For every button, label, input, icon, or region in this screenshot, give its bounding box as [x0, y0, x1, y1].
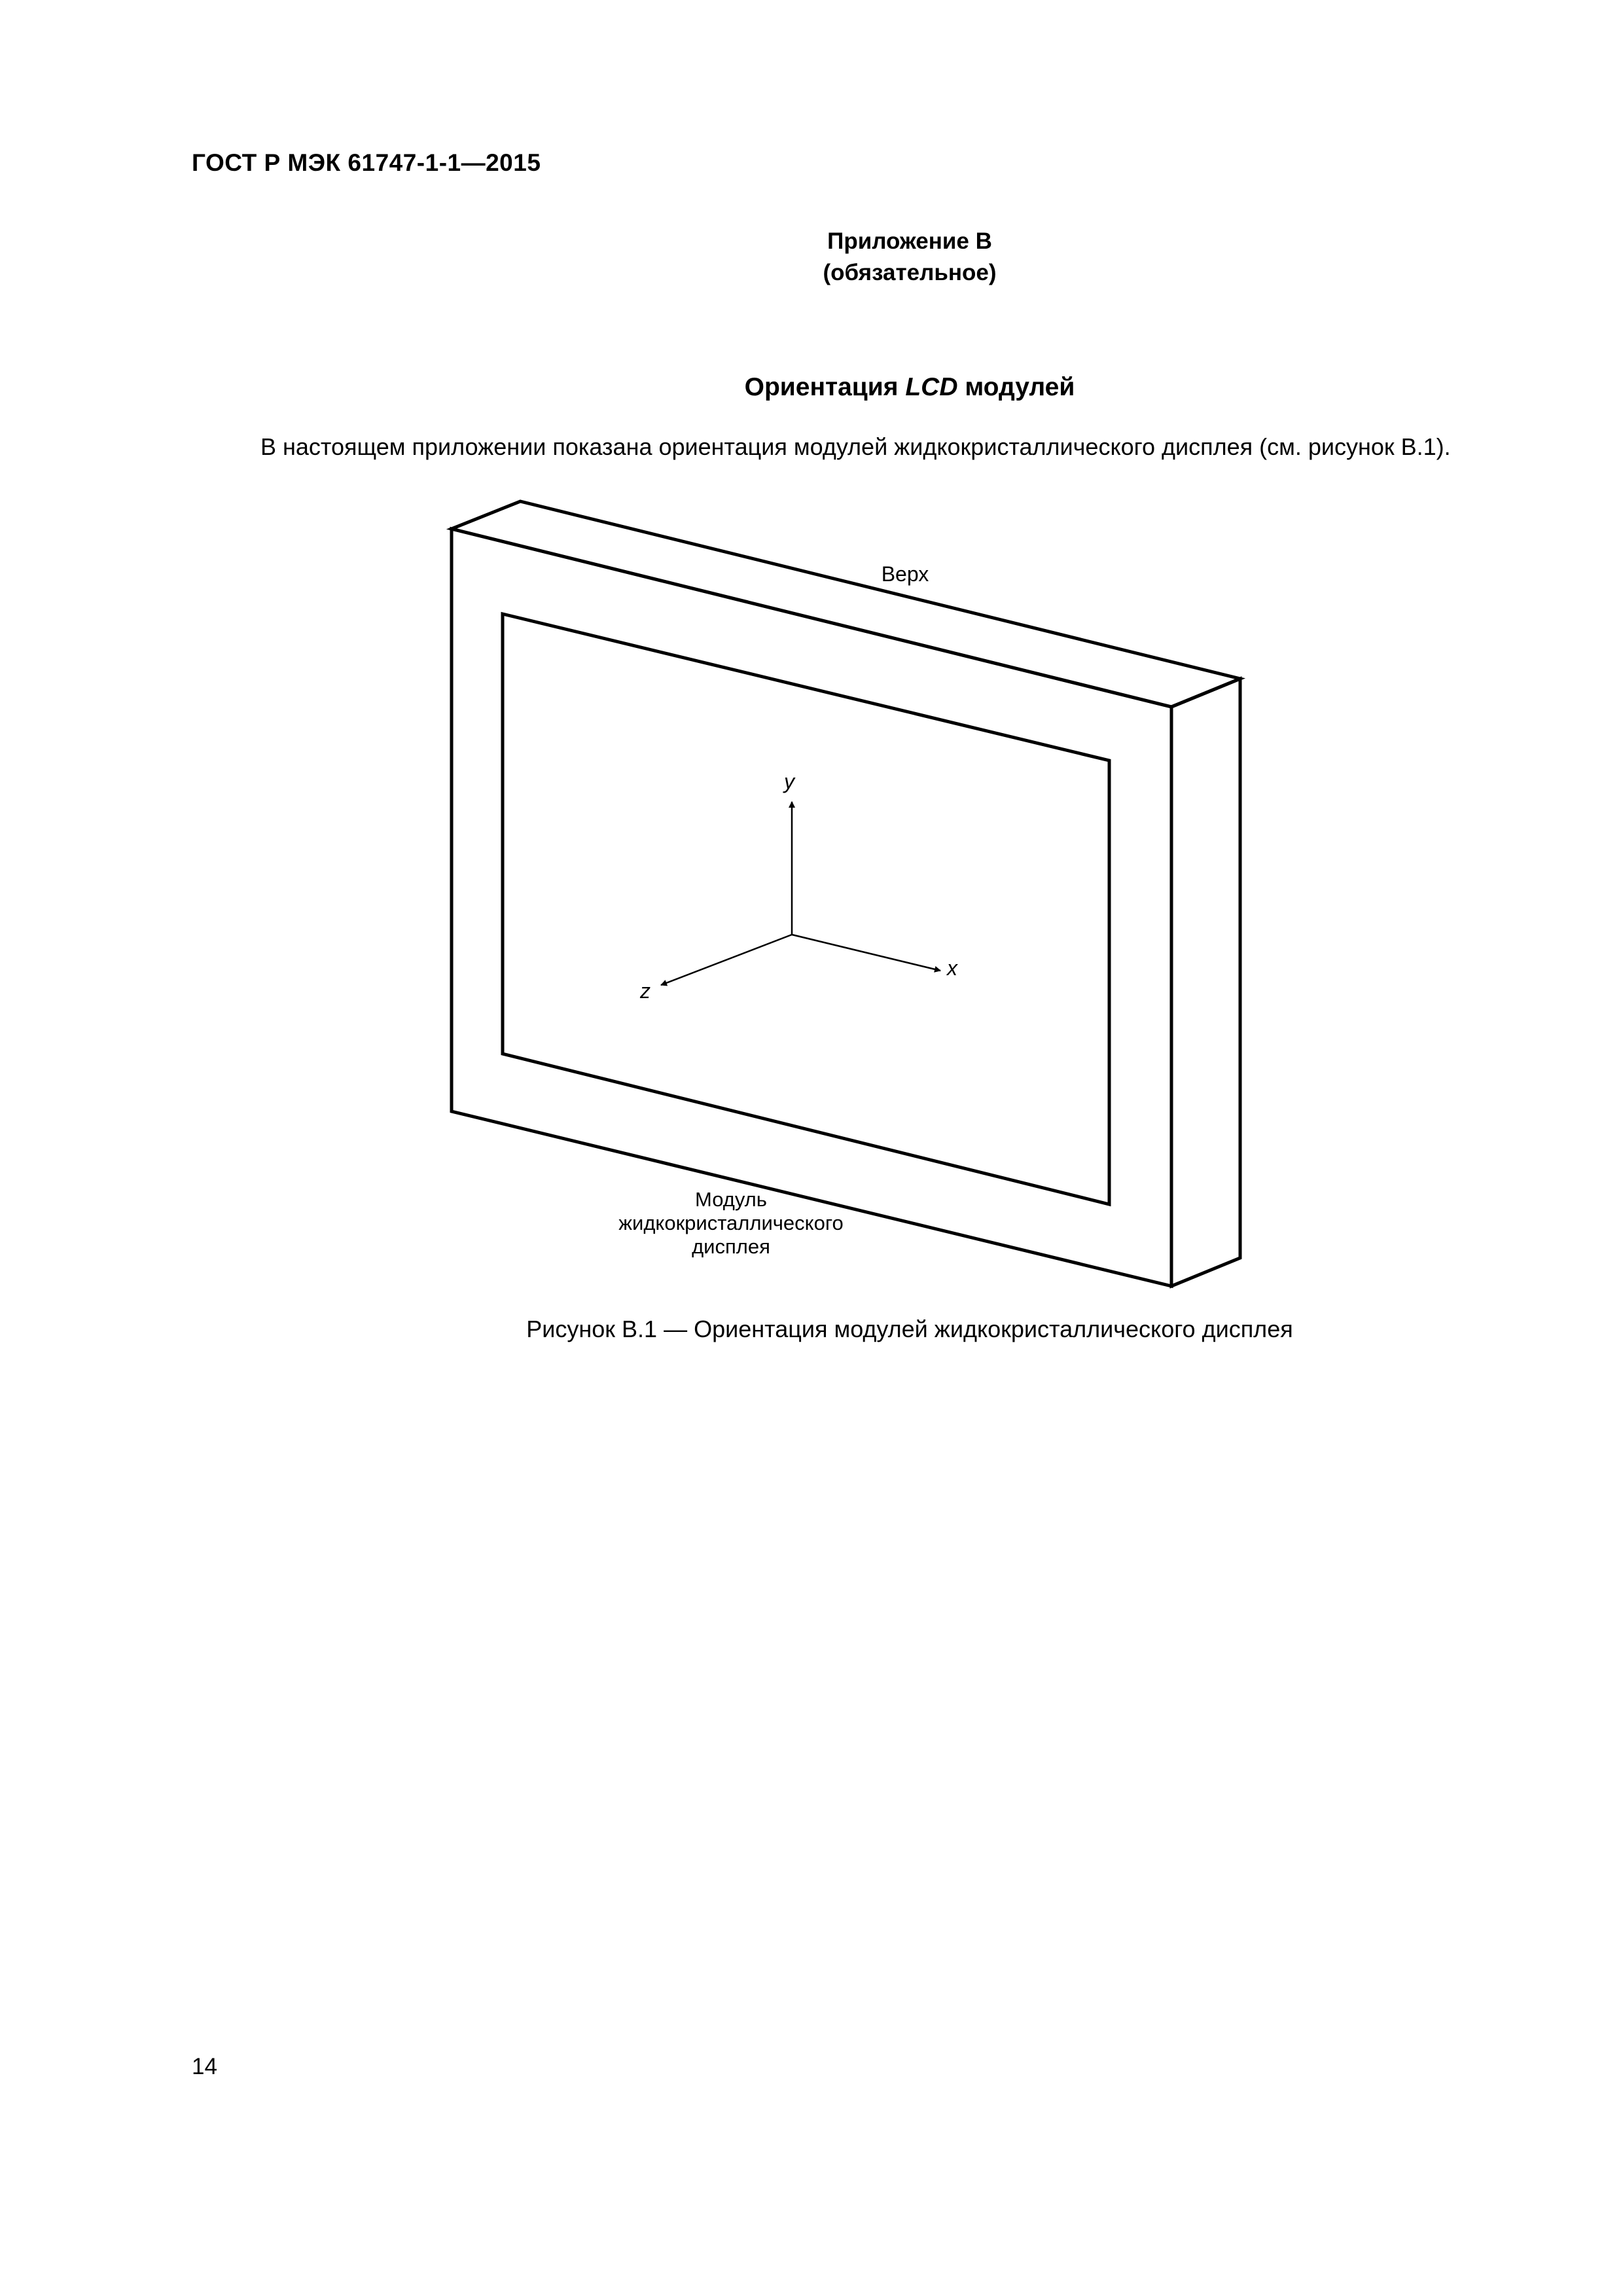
page-number: 14	[192, 2054, 217, 2079]
module-side-face	[1171, 679, 1240, 1286]
module-front-face	[452, 529, 1171, 1286]
x-axis	[792, 935, 940, 971]
top-label: Верх	[881, 562, 929, 586]
intro-paragraph: В настоящем приложении показана ориентация модулей жидкокристаллического дисплея (см. рисунок В.1).	[260, 433, 1451, 460]
document-header: ГОСТ Р МЭК 61747-1-1—2015	[192, 149, 541, 176]
y-axis-label: y	[784, 770, 794, 793]
z-axis-label: z	[640, 979, 651, 1003]
module-label-line2: жидкокристаллического	[618, 1211, 844, 1234]
module-label-line1: Модуль	[695, 1188, 767, 1211]
section-title-before: Ориентация	[744, 373, 906, 401]
x-axis-label: x	[947, 956, 957, 980]
z-axis	[661, 935, 792, 985]
module-label-line3: дисплея	[692, 1235, 770, 1258]
figure-caption: Рисунок В.1 — Ориентация модулей жидкокристаллического дисплея	[526, 1316, 1293, 1342]
appendix-status: (обязательное)	[823, 260, 997, 285]
section-title-after: модулей	[957, 373, 1075, 401]
appendix-title: Приложение В	[827, 228, 992, 254]
module-top-face	[452, 501, 1240, 707]
module-screen	[503, 614, 1109, 1204]
section-title-italic: LCD	[905, 373, 958, 401]
